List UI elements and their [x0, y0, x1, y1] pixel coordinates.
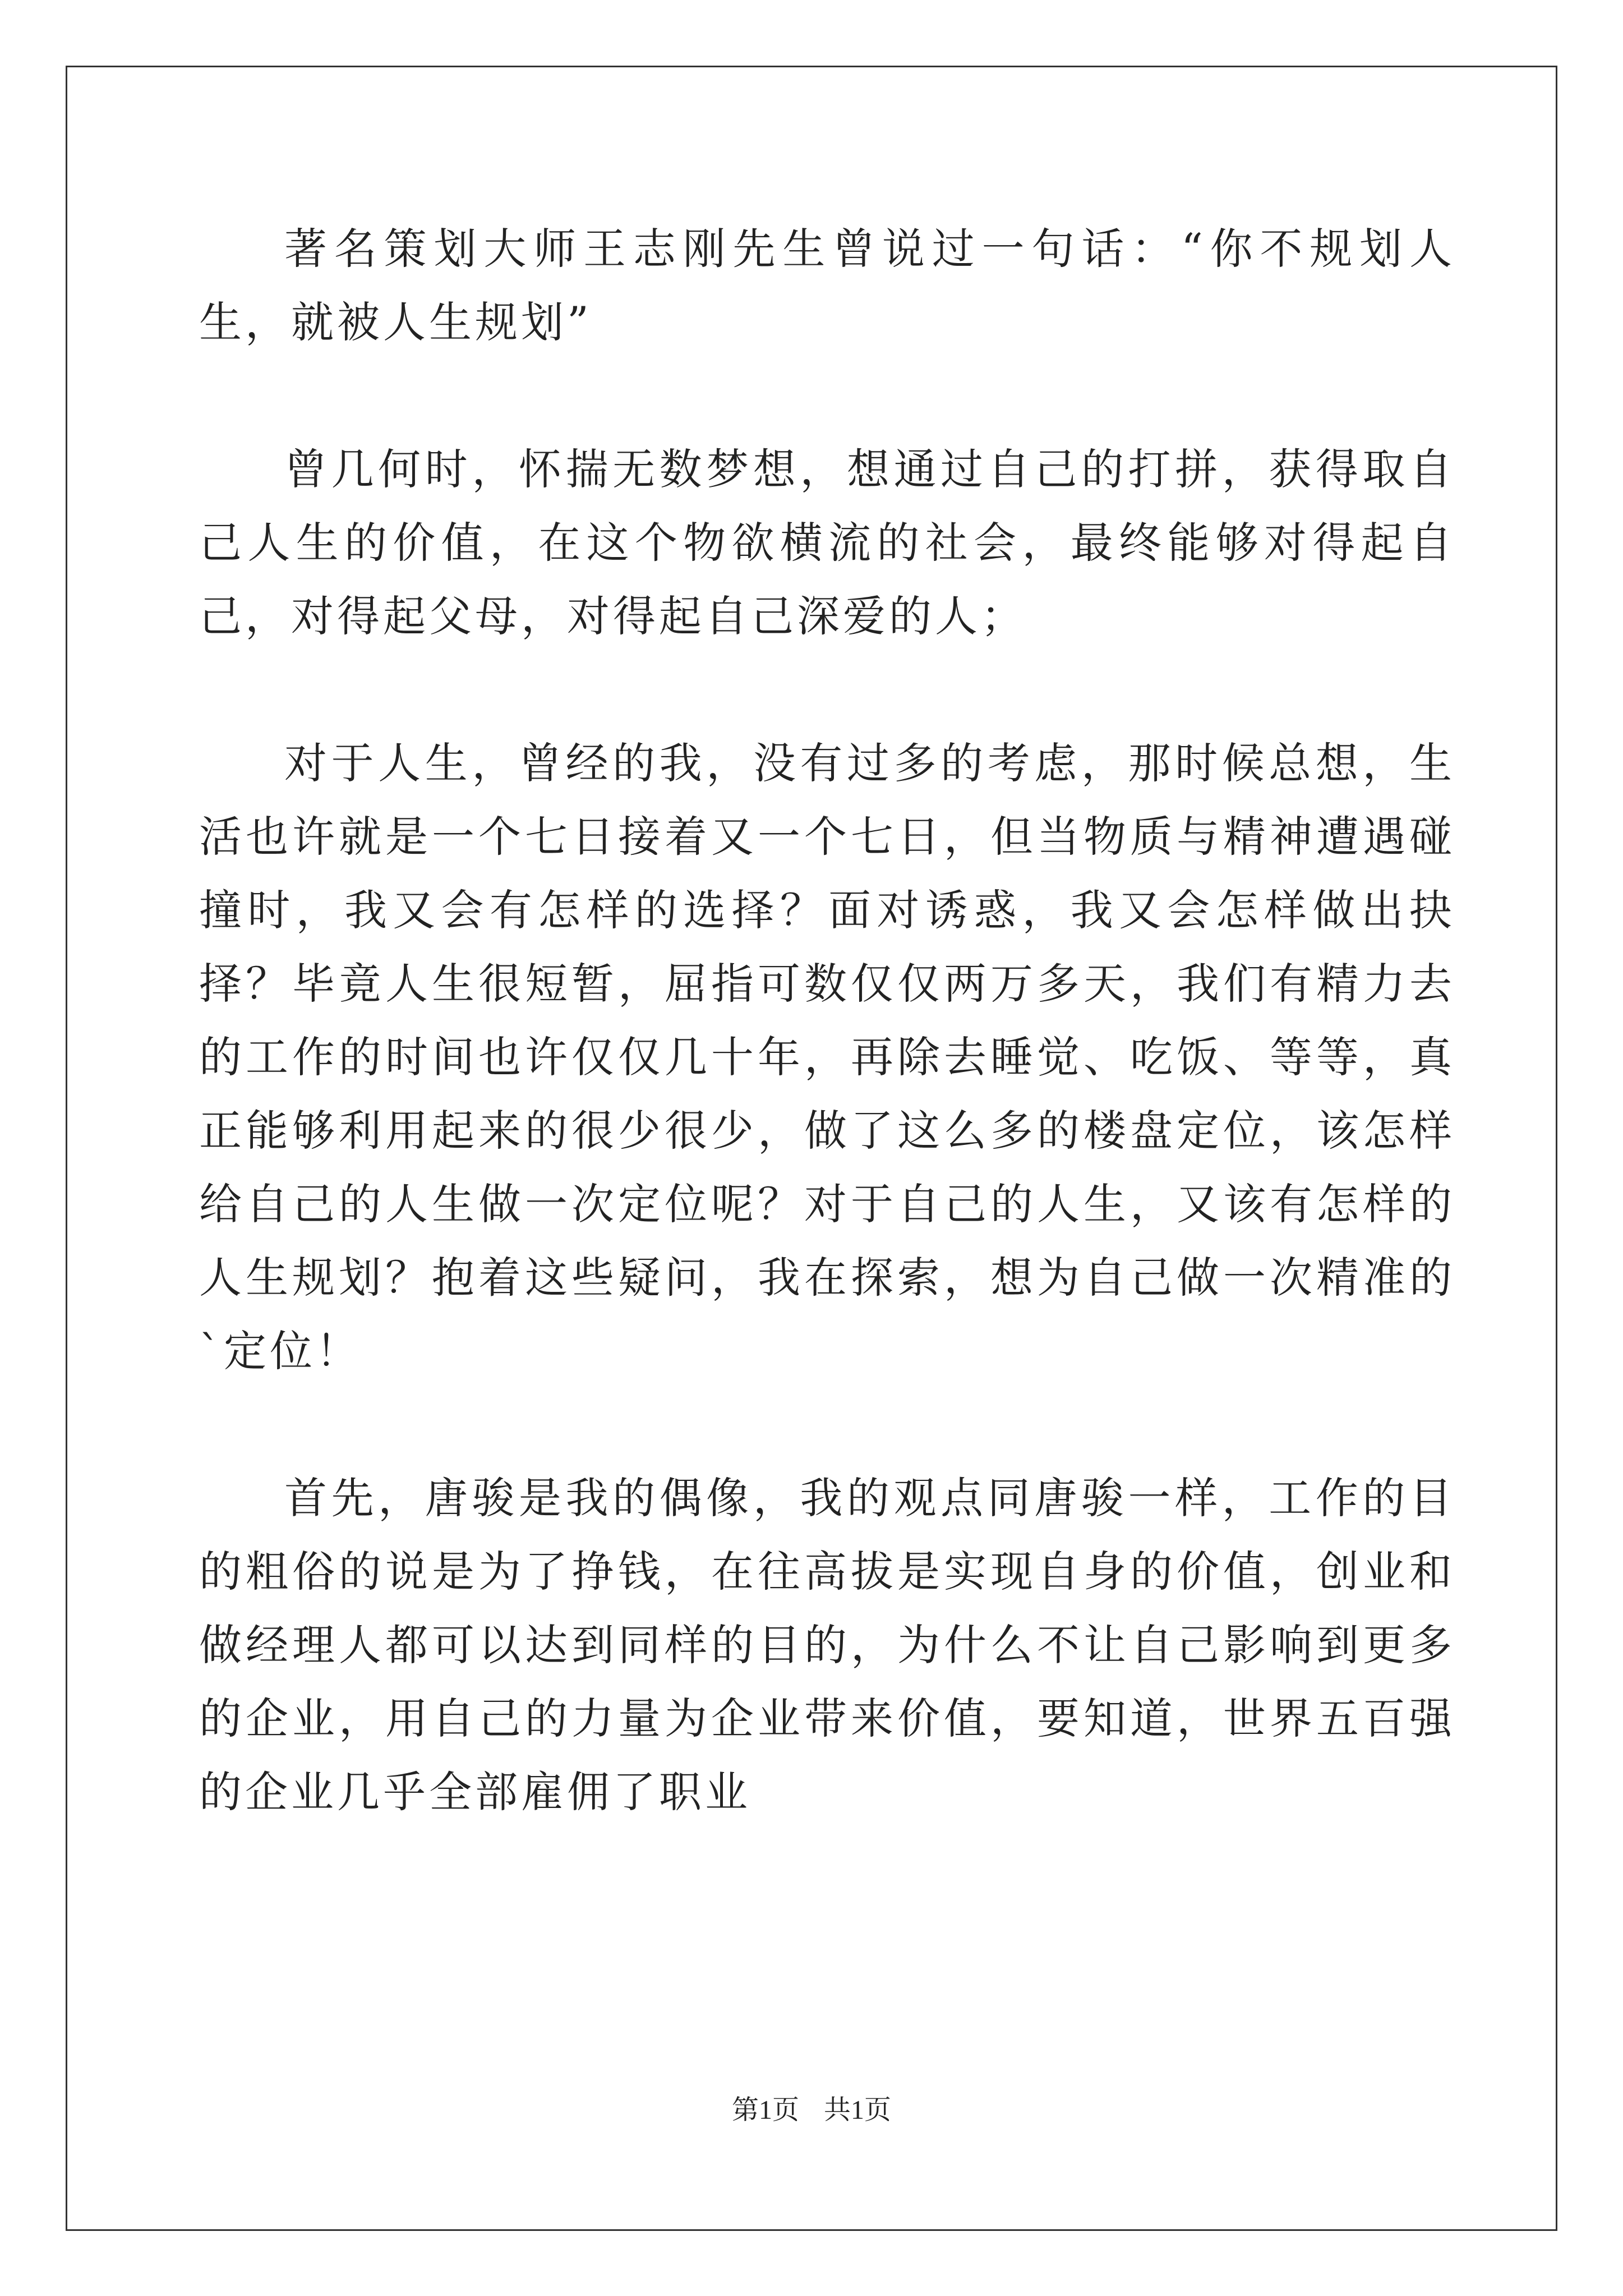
page-number: 第1页: [731, 2095, 799, 2125]
document-body: [199, 212, 1455, 1902]
page-total: 共1页: [824, 2095, 892, 2125]
paragraph-1: 著名策划大师王志刚先生曾说过一句话：“你不规划人生，就被人生规划”: [199, 224, 1455, 347]
paragraph-4: 首先，唐骏是我的偶像，我的观点同唐骏一样，工作的目的粗俗的说是为了挣钱，在往高拔是实现自身的价值，创业和做经理人都可以达到同样的目的，为什么不让自己影响到更多的企业，用自己的力量为企业带来价值，要知道，世界五百强的企业几乎全部雇佣了职业: [199, 1473, 1455, 1817]
paragraph-3: 对于人生，曾经的我，没有过多的考虑，那时候总想，生活也许就是一个七日接着又一个七日，但当物质与精神遭遇碰撞时，我又会有怎样的选择？面对诱惑，我又会怎样做出抉择？毕竟人生很短暂，屈指可数仅仅两万多天，我们有精力去的工作的时间也许仅仅几十年，再除去睡觉、吃饭、等等，真正能够利用起来的很少很少，做了这么多的楼盘定位，该怎样给自己的人生做一次定位呢？对于自己的人生，又该有怎样的人生规划？抱着这些疑问，我在探索，想为自己做一次精准的`定位！: [199, 738, 1455, 1376]
paragraph-2: 曾几何时，怀揣无数梦想，想通过自己的打拼，获得取自己人生的价值，在这个物欲横流的社会，最终能够对得起自己，对得起父母，对得起自己深爱的人；: [199, 444, 1455, 641]
page-footer: [0, 2088, 1623, 2127]
